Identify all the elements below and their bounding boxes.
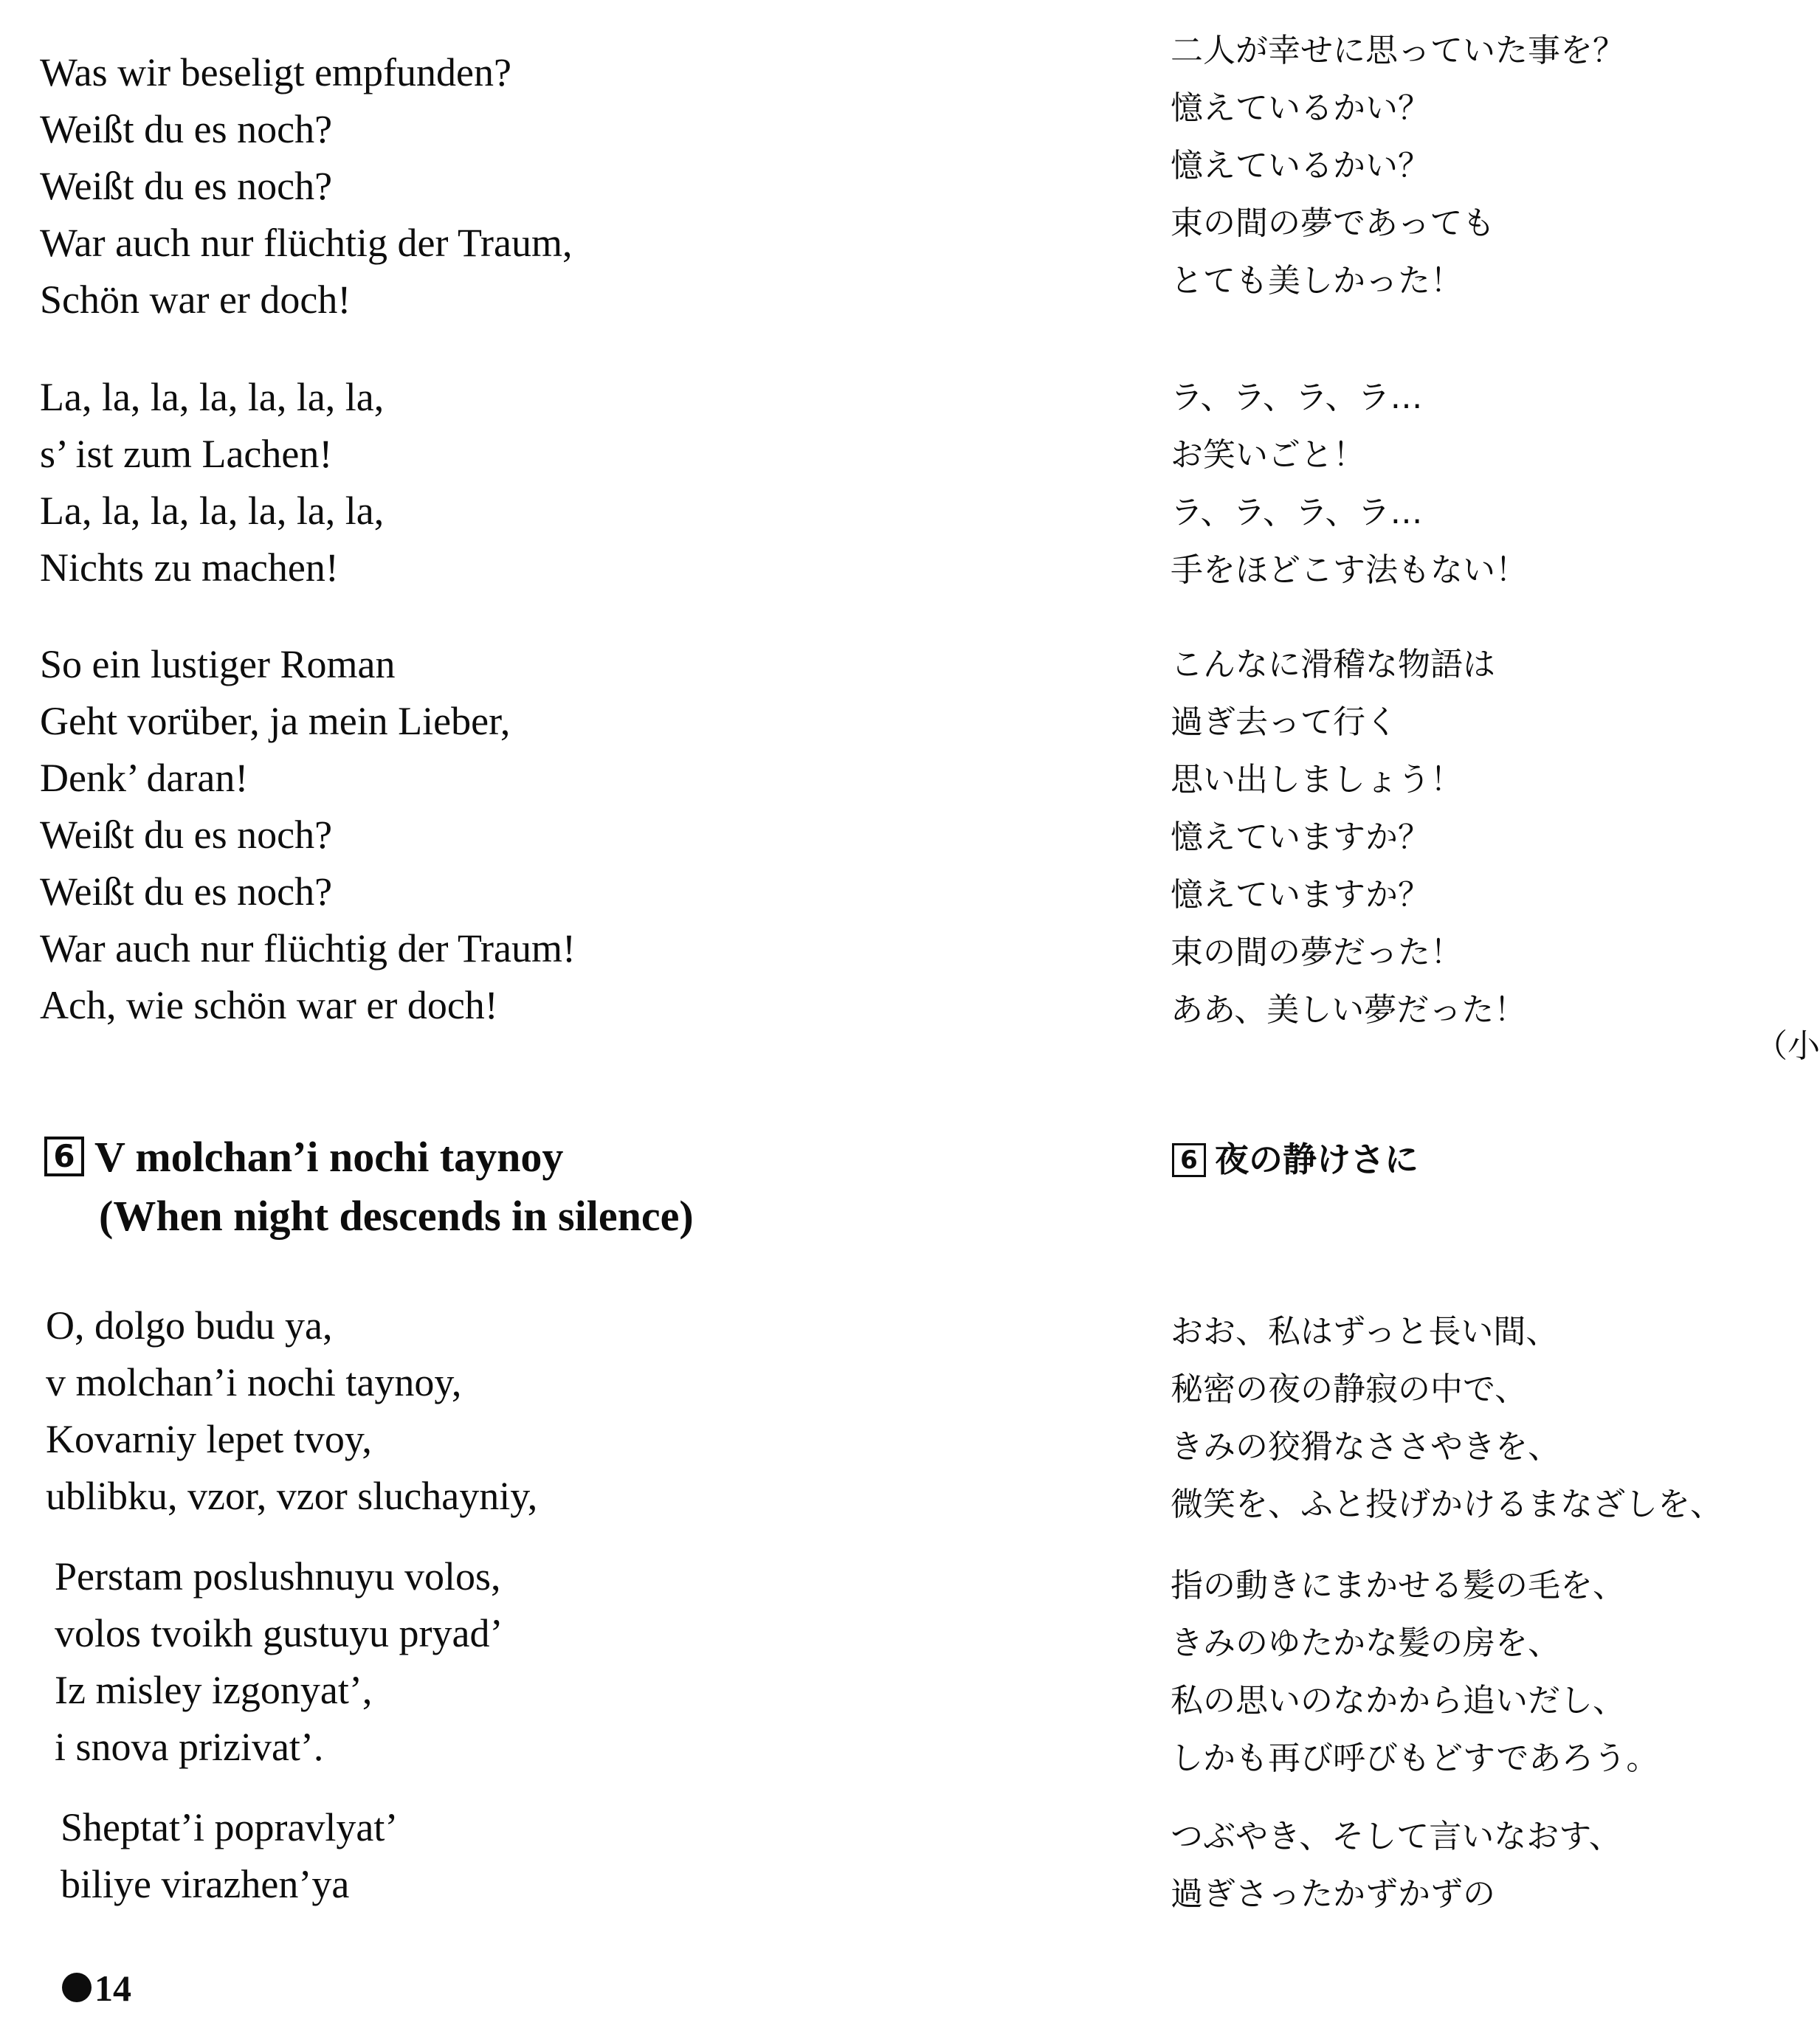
- lyric-line: Geht vorüber, ja mein Lieber,: [40, 699, 511, 743]
- lyric-line: Iz misley izgonyat’,: [55, 1668, 373, 1712]
- lyric-line: La, la, la, la, la, la, la,: [40, 375, 385, 419]
- lyric-line: Weißt du es noch?: [40, 813, 333, 857]
- stanza: [1171, 1808, 1621, 1923]
- lyric-line: So ein lustiger Roman: [40, 642, 396, 686]
- lyric-line: Weißt du es noch?: [40, 869, 333, 914]
- lyric-line: Nichts zu machen!: [40, 545, 339, 590]
- lyric-line: 私の思いのなかから追いだし、: [1171, 1682, 1625, 1720]
- lyric-line: Was wir beseligt empfunden?: [40, 50, 511, 94]
- stanza: [1171, 636, 1526, 1039]
- lyric-line: こんなに滑稽な物語は: [1171, 646, 1495, 683]
- lyric-line: 憶えていますか？: [1171, 818, 1430, 856]
- stanza: [1171, 369, 1528, 599]
- stanza: [61, 1799, 398, 1913]
- stanza: [55, 1548, 503, 1776]
- section-number-box: 6: [44, 1137, 84, 1176]
- lyric-line: volos tvoikh gustuyu pryad’: [55, 1611, 503, 1655]
- stanza: [46, 1297, 537, 1525]
- page-number-text: 14: [94, 1968, 131, 2009]
- lyric-line: つぶやき、そして言いなおす、: [1171, 1818, 1621, 1855]
- lyric-line: 手をほどこす法もない！: [1171, 551, 1528, 589]
- lyric-line: i snova prizivat’.: [55, 1725, 324, 1769]
- lyric-line: 憶えているかい？: [1171, 147, 1430, 185]
- lyric-line: Ach, wie schön war er doch!: [40, 983, 498, 1027]
- stanza: [40, 636, 576, 1034]
- lyric-line: War auch nur flüchtig der Traum!: [40, 926, 576, 970]
- lyric-line: O, dolgo budu ya,: [46, 1303, 333, 1348]
- lyric-line: Perstam poslushnuyu volos,: [55, 1554, 501, 1599]
- lyric-line: とても美しかった！: [1171, 262, 1463, 300]
- lyric-line: ラ、ラ、ラ、ラ…: [1171, 494, 1423, 531]
- lyric-line: ublibku, vzor, vzor sluchayniy,: [46, 1474, 538, 1518]
- lyric-line: お笑いごと！: [1171, 436, 1365, 474]
- lyric-line: 憶えているかい？: [1171, 89, 1430, 127]
- lyric-line: 指の動きにまかせる髪の毛を、: [1171, 1567, 1625, 1604]
- edge-cutoff-text: （小: [1755, 1027, 1820, 1065]
- lyric-line: 微笑を、ふと投げかけるまなざしを、: [1171, 1486, 1723, 1523]
- lyric-line: きみのゆたかな髪の房を、: [1171, 1624, 1560, 1662]
- section-subtitle: (When night descends in silence): [99, 1192, 694, 1240]
- stanza: [40, 44, 573, 328]
- lyric-line: 秘密の夜の静寂の中で、: [1171, 1370, 1528, 1408]
- lyric-line: しかも再び呼びもどすであろう。: [1171, 1739, 1659, 1777]
- section-title-ja: 夜の静けさに: [1215, 1139, 1419, 1179]
- section-number-box: 6: [1172, 1143, 1206, 1177]
- lyric-line: 束の間の夢であっても: [1171, 204, 1495, 242]
- lyric-line: s’ ist zum Lachen!: [40, 432, 333, 476]
- lyric-line: 憶えていますか？: [1171, 876, 1430, 914]
- lyric-line: Schön war er doch!: [40, 277, 351, 322]
- section-heading: [44, 1128, 694, 1246]
- lyric-line: 過ぎ去って行く: [1171, 703, 1398, 741]
- lyric-line: 束の間の夢だった！: [1171, 934, 1463, 971]
- lyric-line: 過ぎさったかずかずの: [1171, 1875, 1495, 1913]
- lyric-line: 二人が幸せに思っていた事を？: [1171, 32, 1625, 69]
- lyric-line: Kovarniy lepet tvoy,: [46, 1417, 372, 1461]
- section-heading-ja: [1172, 1134, 1419, 1185]
- page-number: [62, 1966, 131, 2010]
- stanza: [40, 369, 384, 596]
- lyric-line: Sheptat’i popravlyat’: [61, 1805, 399, 1849]
- stanza: [1171, 22, 1625, 310]
- lyric-line: Weißt du es noch?: [40, 164, 333, 208]
- bullet-dot-icon: [62, 1973, 92, 2002]
- lyric-line: La, la, la, la, la, la, la,: [40, 489, 385, 533]
- lyric-line: Weißt du es noch?: [40, 107, 333, 151]
- lyric-line: v molchan’i nochi taynoy,: [46, 1360, 462, 1404]
- lyric-line: きみの狡猾なささやきを、: [1171, 1428, 1560, 1466]
- lyric-line: ああ、美しい夢だった！: [1171, 991, 1527, 1029]
- lyric-line: Denk’ daran!: [40, 756, 249, 800]
- section-title: V molchan’i nochi taynoy: [94, 1133, 564, 1181]
- lyric-line: biliye virazhen’ya: [61, 1862, 350, 1906]
- stanza: [1171, 1303, 1723, 1534]
- lyric-line: War auch nur flüchtig der Traum,: [40, 221, 573, 265]
- lyric-line: ラ、ラ、ラ、ラ…: [1171, 379, 1423, 416]
- lyric-line: 思い出しましょう！: [1171, 761, 1463, 799]
- lyric-line: おお、私はずっと長い間、: [1171, 1313, 1559, 1351]
- stanza: [1171, 1557, 1658, 1787]
